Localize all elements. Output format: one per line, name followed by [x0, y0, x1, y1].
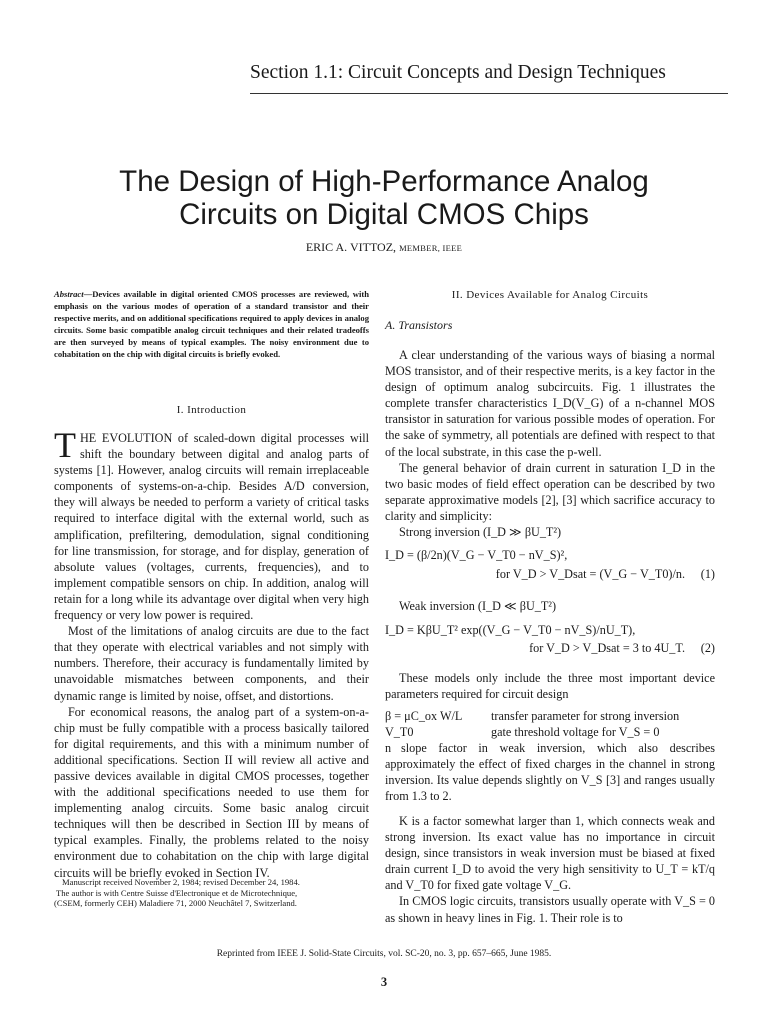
footnote-line-2: The author is with Centre Suisse d'Electronique et de Microtechnique, [56, 887, 298, 898]
abstract-label: Abstract [54, 289, 84, 299]
cmos-logic-paragraph: In CMOS logic circuits, transistors usually operate with V_S = 0 as shown in heavy lines in Fig. 1. Their role is to [385, 894, 715, 925]
abstract-text: —Devices available in digital oriented CMOS processes are reviewed, with emphasis on the various modes of operation of a standard transistor and their respective merits, and on additional specifications required to apply devices in analog circuits. Some basic compatible analog circuit techniques and their related tradeoffs are then surveyed by means of typical examples. The noisy environment due to cohabitation on the chip with digital circuits is briefly evoked. [54, 289, 369, 359]
footnote-line-3: (CSEM, formerly CEH) Maladiere 71, 2000 Neuchâtel 7, Switzerland. [54, 898, 297, 908]
author-name: ERIC A. VITTOZ, [305, 240, 397, 254]
abstract [54, 289, 369, 360]
k-factor-block [385, 813, 715, 926]
title-line-2: Circuits on Digital CMOS Chips [179, 198, 589, 231]
intro-paragraph-1 [54, 425, 369, 623]
section-1-heading: I. Introduction [176, 404, 247, 416]
paper-title [60, 165, 708, 231]
definition-beta-text: transfer parameter for strong inversion [491, 709, 680, 723]
dropcap: T [54, 425, 76, 465]
section-1-body [54, 425, 369, 881]
subsection-heading: A. Transistors [385, 318, 453, 332]
reprint-note: Reprinted from IEEE J. Solid-State Circuits, vol. SC-20, no. 3, pp. 657–665, June 1985. [216, 949, 552, 959]
models-paragraph-block [385, 670, 715, 702]
equation-1 [385, 547, 715, 582]
section-2-heading: II. Devices Available for Analog Circuits [451, 289, 649, 301]
page-number: 3 [380, 975, 388, 989]
weak-inversion-label: Weak inversion (I_D ≪ βU_T²) [399, 599, 557, 613]
definition-beta [385, 708, 715, 724]
footnote [54, 877, 369, 909]
strong-inversion-label: Strong inversion (I_D ≫ βU_T²) [399, 525, 562, 540]
definition-n [385, 740, 715, 804]
title-line-1: The Design of High-Performance Analog [119, 165, 649, 198]
equation-1-line-1: I_D = (β/2n)(V_G − V_T0 − nV_S)², [385, 548, 568, 562]
section-2-body [385, 347, 715, 540]
footnote-line-1: Manuscript received November 2, 1984; revised December 24, 1984. [62, 877, 300, 887]
weak-inversion-label-block [385, 598, 715, 614]
transistors-paragraph-1: A clear understanding of the various ways of biasing a normal MOS transistor, and of their respective merits, is a key factor in the design of optimum analog subcircuits. Fig. 1 illustrates the complete transfer characteristics I_D(V_G) of a n-channel MOS transistor in saturation for various possible modes of operation. For the sake of symmetry, all potentials are defined with respect to that of the local substrate, in this case the p-well. [385, 348, 715, 459]
intro-paragraph-3: For economical reasons, the analog part of a system-on-a-chip must be fully compatible with a process basically tailored for digital requirements, and this with a minimum number of additional specifications. Section II will review all active and passive devices available in digital CMOS processes, together with the additional specifications needed to use them for implementing analog circuits. Some basic analog circuit techniques will then be described in Section III by means of typical examples. Finally, the problems related to the noisy environment due to cohabitation on the chip with large digital circuits will be briefly evoked in Section IV. [54, 704, 369, 880]
equation-1-number: (1) [700, 567, 715, 581]
transistors-paragraph-2: The general behavior of drain current in saturation I_D in the two basic modes of field effect operation can be described by two separate approximative models [2], [3] which sacrifice accuracy to clarity and simplicity: [385, 460, 715, 523]
parameter-definitions [385, 708, 715, 805]
k-factor-paragraph: K is a factor somewhat larger than 1, which connects weak and strong inversion. Its exact value has no importance in circuit design, since transistors in weak inversion must be biased at fixed drain current I_D to avoid the very high sensitivity to U_T = kT/q and V_T0 for fixed gate voltage V_G. [385, 814, 715, 893]
definition-vt0 [385, 724, 715, 740]
definition-vt0-symbol: V_T0 [385, 725, 414, 740]
section-header: Section 1.1: Circuit Concepts and Design Techniques [250, 62, 666, 83]
equation-2-line-2: for V_D > V_Dsat = 3 to 4U_T. [529, 641, 685, 655]
models-paragraph: These models only include the three most important device parameters required for circuit design [385, 671, 715, 702]
equation-2-number: (2) [700, 641, 715, 655]
equation-1-line-2: for V_D > V_Dsat = (V_G − V_T0)/n. [495, 567, 685, 581]
equation-2-line-1: I_D = KβU_T² exp((V_G − V_T0 − nV_S)/nU_T), [385, 623, 636, 637]
author-affiliation: MEMBER, IEEE [399, 243, 463, 253]
definition-vt0-text: gate threshold voltage for V_S = 0 [491, 725, 660, 740]
author-line [0, 240, 768, 255]
header-rule [250, 93, 728, 94]
definition-n-text: slope factor in weak inversion, which also describes approximately the effect of fixed charges in the channel in strong inversion. Its value depends slightly on V_S [3] and ranges usually from 1.3 to 2. [385, 741, 715, 804]
intro-paragraph-1-text: HE EVOLUTION of scaled-down digital processes will shift the boundary between digital and analog parts of systems [1]. However, analog circuits will remain irreplaceable components of systems-on-a-chip. Besides A/D conversion, they will always be needed to perform a variety of critical tasks required to interface digital with the external world, such as amplification, prefiltering, demodulation, signal conditioning for line transmission, for storage, and for display, generation of absolute values (voltages, currents, frequencies), and to implement compatible sensors on chip. In addition, analog will retain for a long while its advantage over digital when very high frequency or very low power is required. [54, 431, 369, 623]
equation-2 [385, 622, 715, 656]
definition-n-symbol: n [385, 741, 392, 756]
intro-paragraph-2: Most of the limitations of analog circuits are due to the fact that they operate with electrical variables and not simply with numbers. Therefore, their accuracy is fundamentally limited by unavoidable mismatches between components, and their dynamic range is limited by noise, offset, and distortions. [54, 624, 369, 703]
definition-beta-symbol: β = μC_ox W/L [385, 709, 463, 723]
